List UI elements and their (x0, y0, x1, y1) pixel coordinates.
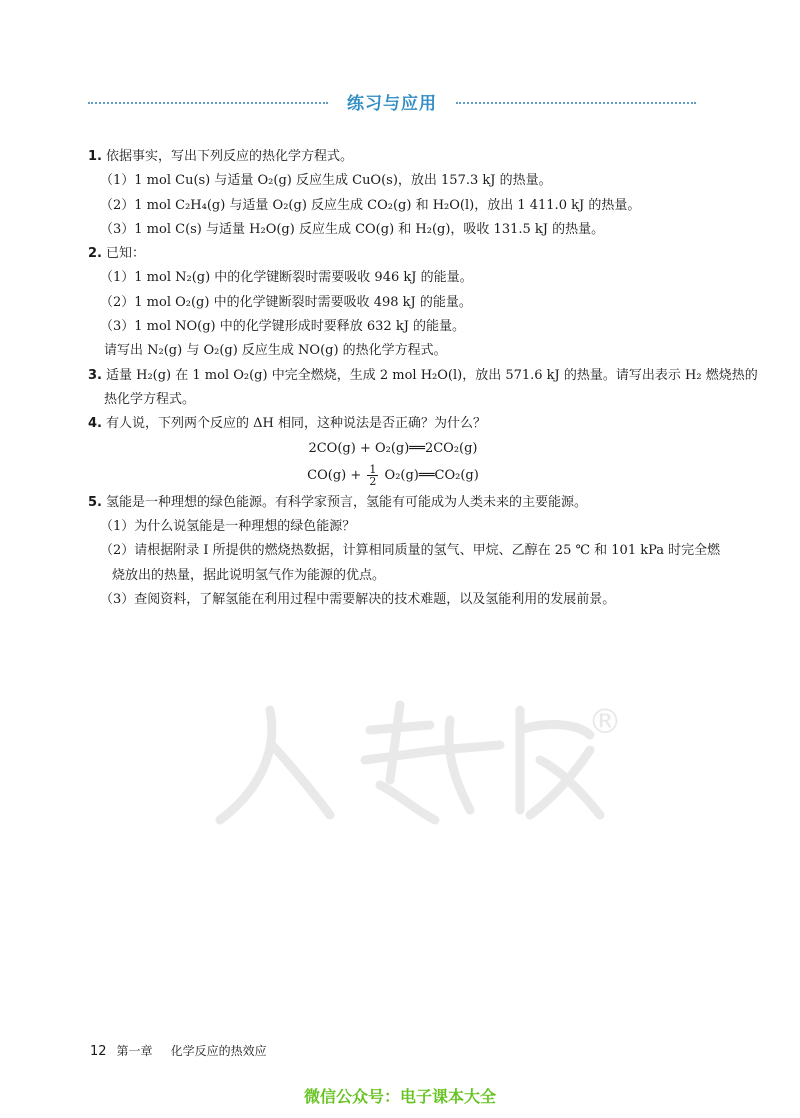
fraction-denominator: 2 (369, 474, 377, 488)
question-text: 依据事实，写出下列反应的热化学方程式。 (105, 149, 353, 164)
equation-2 (88, 461, 698, 491)
question-2-stem (88, 242, 698, 266)
question-text: 有人说，下列两个反应的 ΔH 相同，这种说法是否正确？为什么？ (105, 416, 486, 432)
question-2-part-1: （1）1 mol N₂(g) 中的化学键断裂时需要吸收 946 kJ 的能量。 (100, 270, 473, 286)
question-5-part-2-line-2: 烧放出的热量，据此说明氢气作为能源的优点。 (112, 567, 386, 583)
question-5-stem (88, 491, 698, 515)
registered-mark: ® (588, 702, 622, 742)
question-3-line-1 (88, 364, 758, 388)
question-1-part-2: （2）1 mol C₂H₄(g) 与适量 O₂(g) 反应生成 CO₂(g) 和 H₂O(l)，放出 1 411.0 kJ 的热量。 (100, 197, 641, 213)
question-4-stem (88, 412, 698, 436)
question-text: 已知： (105, 246, 145, 262)
fraction-numerator: 1 (369, 462, 377, 476)
section-title: 练习与应用 (347, 94, 437, 114)
exercise-list (88, 145, 758, 612)
question-1-part-3: （3）1 mol C(s) 与适量 H₂O(g) 反应生成 CO(g) 和 H₂(g)，吸收 131.5 kJ 的热量。 (100, 221, 605, 237)
question-5-part-1: （1）为什么说氢能是一种理想的绿色能源？ (100, 519, 356, 535)
question-3-line-2: 热化学方程式。 (104, 391, 196, 407)
publisher-watermark (200, 690, 620, 830)
chapter-label: 第一章 (116, 1044, 153, 1058)
question-number: 4. (88, 416, 102, 432)
section-header (88, 88, 696, 118)
question-1-stem (88, 145, 698, 169)
equation-2-right: O₂(g)══CO₂(g) (384, 467, 479, 483)
header-dotted-rule-right (456, 102, 696, 104)
question-number: 2. (88, 246, 102, 262)
wechat-banner: 微信公众号：电子课本大全 (303, 1087, 496, 1106)
equation-1: 2CO(g) + O₂(g)══2CO₂(g) (308, 440, 478, 456)
question-5-part-3: （3）查阅资料，了解氢能在利用过程中需要解决的技术难题，以及氢能利用的发展前景。 (100, 592, 616, 608)
question-number: 3. (88, 367, 102, 383)
question-text: 氢能是一种理想的绿色能源。有科学家预言，氢能有可能成为人类未来的主要能源。 (105, 494, 587, 510)
question-1-part-1: （1）1 mol Cu(s) 与适量 O₂(g) 反应生成 CuO(s)，放出 157.3 kJ 的热量。 (100, 173, 552, 189)
equation-2-left: CO(g) + (307, 467, 362, 483)
question-2-ask: 请写出 N₂(g) 与 O₂(g) 反应生成 NO(g) 的热化学方程式。 (104, 343, 447, 359)
question-number: 1. (88, 149, 102, 164)
fraction-one-half (367, 464, 378, 487)
question-5-part-2-line-1: （2）请根据附录 Ⅰ 所提供的燃烧热数据，计算相同质量的氢气、甲烷、乙醇在 25 ℃ 和 101 kPa 时完全燃 (100, 543, 721, 559)
chapter-title: 化学反应的热效应 (170, 1044, 267, 1058)
question-2-part-3: （3）1 mol NO(g) 中的化学键形成时要释放 632 kJ 的能量。 (100, 319, 466, 335)
page-number: 12 (90, 1044, 107, 1059)
header-dotted-rule-left (88, 102, 328, 104)
question-2-part-2: （2）1 mol O₂(g) 中的化学键断裂时需要吸收 498 kJ 的能量。 (100, 294, 472, 310)
question-number: 5. (88, 494, 102, 510)
question-text: 适量 H₂(g) 在 1 mol O₂(g) 中完全燃烧，生成 2 mol H₂O(l)，放出 571.6 kJ 的热量。请写出表示 H₂ 燃烧热的 (105, 367, 758, 383)
page-footer (90, 1042, 267, 1059)
